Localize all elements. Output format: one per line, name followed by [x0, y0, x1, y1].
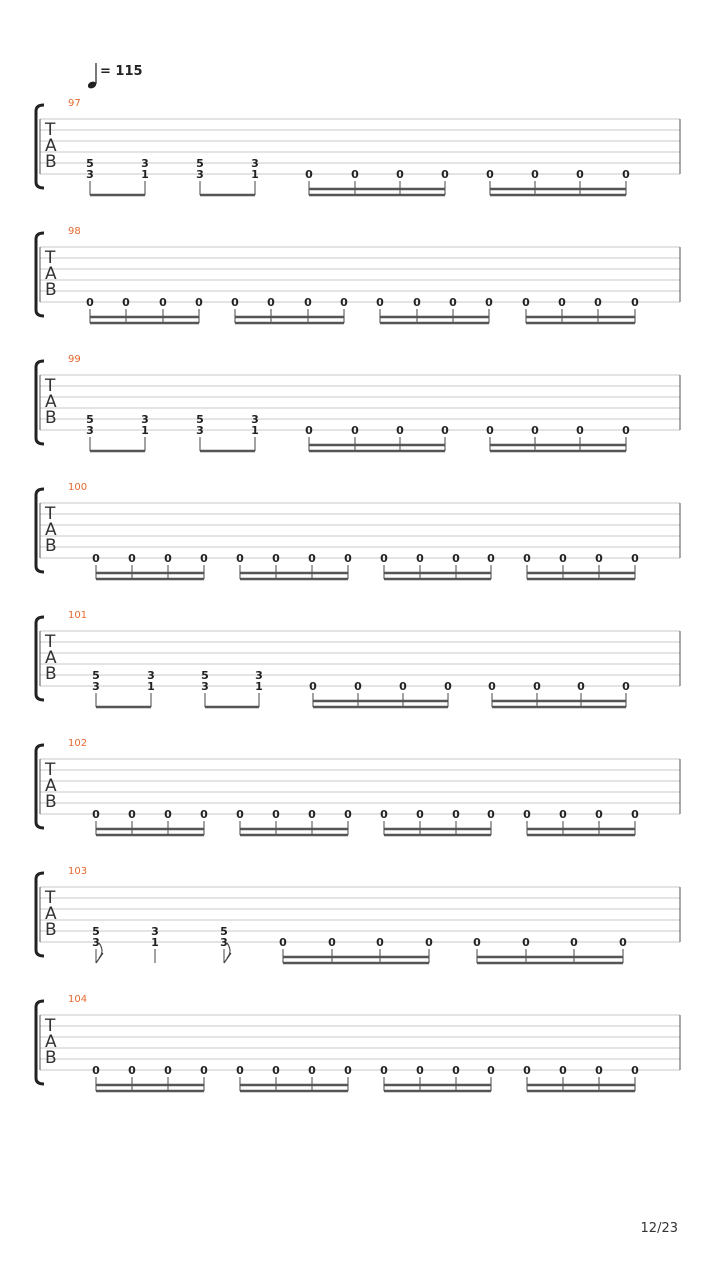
- fret-number: 0: [236, 808, 244, 821]
- fret-number: 0: [558, 296, 566, 309]
- fret-number: 1: [141, 168, 149, 181]
- fret-number: 0: [452, 1064, 460, 1077]
- fret-number: 0: [559, 552, 567, 565]
- fret-number: 5: [86, 413, 94, 426]
- fret-number: 0: [559, 808, 567, 821]
- fret-number: 0: [595, 1064, 603, 1077]
- bar-number: 100: [68, 482, 88, 493]
- fret-number: 0: [279, 936, 287, 949]
- tab-clef-letter: T: [45, 248, 56, 268]
- fret-number: 0: [622, 168, 630, 181]
- fret-number: 0: [272, 808, 280, 821]
- fret-number: 0: [305, 424, 313, 437]
- fret-number: 3: [196, 424, 204, 437]
- fret-number: 1: [251, 168, 259, 181]
- fret-number: 0: [631, 296, 639, 309]
- fret-number: 0: [576, 424, 584, 437]
- fret-number: 0: [486, 424, 494, 437]
- fret-number: 3: [141, 413, 149, 426]
- tab-clef-letter: B: [45, 280, 57, 300]
- fret-number: 0: [486, 168, 494, 181]
- fret-number: 0: [399, 680, 407, 693]
- fret-number: 0: [92, 1064, 100, 1077]
- fret-number: 0: [416, 1064, 424, 1077]
- fret-number: 0: [200, 1064, 208, 1077]
- tempo-marking: [87, 63, 143, 90]
- bar-number: 102: [68, 738, 88, 749]
- fret-number: 0: [487, 1064, 495, 1077]
- fret-number: 0: [380, 808, 388, 821]
- fret-number: 0: [92, 808, 100, 821]
- fret-number: 3: [92, 936, 100, 949]
- tab-clef-letter: A: [45, 264, 57, 284]
- fret-number: 0: [594, 296, 602, 309]
- bar-number: 103: [68, 866, 88, 877]
- fret-number: 0: [487, 552, 495, 565]
- fret-number: 0: [488, 680, 496, 693]
- fret-number: 0: [236, 552, 244, 565]
- fret-number: 0: [164, 808, 172, 821]
- fret-number: 0: [354, 680, 362, 693]
- tab-clef-letter: T: [45, 120, 56, 140]
- fret-number: 0: [267, 296, 275, 309]
- fret-number: 0: [449, 296, 457, 309]
- fret-number: 0: [376, 296, 384, 309]
- fret-number: 0: [396, 168, 404, 181]
- fret-number: 5: [220, 925, 228, 938]
- fret-number: 0: [159, 296, 167, 309]
- bar-number: 101: [68, 610, 88, 621]
- fret-number: 0: [351, 168, 359, 181]
- fret-number: 1: [251, 424, 259, 437]
- fret-number: 0: [441, 424, 449, 437]
- fret-number: 0: [344, 552, 352, 565]
- fret-number: 0: [441, 168, 449, 181]
- tempo-value: = 115: [100, 64, 143, 79]
- tab-system: [36, 610, 680, 707]
- fret-number: 0: [595, 808, 603, 821]
- page-number: 12/23: [640, 1221, 678, 1236]
- fret-number: 0: [122, 296, 130, 309]
- fret-number: 0: [92, 552, 100, 565]
- fret-number: 0: [308, 552, 316, 565]
- fret-number: 3: [92, 680, 100, 693]
- fret-number: 1: [151, 936, 159, 949]
- fret-number: 0: [272, 1064, 280, 1077]
- fret-number: 0: [128, 808, 136, 821]
- fret-number: 0: [308, 1064, 316, 1077]
- fret-number: 0: [577, 680, 585, 693]
- tab-clef-letter: T: [45, 504, 56, 524]
- fret-number: 5: [196, 413, 204, 426]
- fret-number: 3: [251, 413, 259, 426]
- fret-number: 0: [272, 552, 280, 565]
- fret-number: 3: [201, 680, 209, 693]
- fret-number: 0: [522, 296, 530, 309]
- fret-number: 0: [376, 936, 384, 949]
- fret-number: 0: [570, 936, 578, 949]
- fret-number: 0: [164, 1064, 172, 1077]
- fret-number: 0: [396, 424, 404, 437]
- note-flag: [96, 953, 103, 963]
- fret-number: 0: [351, 424, 359, 437]
- tab-clef-letter: T: [45, 376, 56, 396]
- tab-system: [36, 866, 680, 963]
- fret-number: 0: [380, 1064, 388, 1077]
- tab-clef-letter: A: [45, 392, 57, 412]
- fret-number: 0: [308, 808, 316, 821]
- fret-number: 1: [147, 680, 155, 693]
- tab-clef-letter: A: [45, 136, 57, 156]
- fret-number: 0: [473, 936, 481, 949]
- fret-number: 0: [523, 552, 531, 565]
- fret-number: 0: [631, 552, 639, 565]
- tab-clef-letter: B: [45, 152, 57, 172]
- fret-number: 0: [304, 296, 312, 309]
- tab-clef-letter: A: [45, 520, 57, 540]
- fret-number: 0: [200, 552, 208, 565]
- tab-clef-letter: T: [45, 760, 56, 780]
- fret-number: 5: [92, 925, 100, 938]
- fret-number: 0: [452, 808, 460, 821]
- tab-clef-letter: T: [45, 888, 56, 908]
- fret-number: 0: [523, 808, 531, 821]
- tab-clef-letter: B: [45, 664, 57, 684]
- tab-system: [36, 98, 680, 195]
- fret-number: 5: [201, 669, 209, 682]
- fret-number: 0: [522, 936, 530, 949]
- fret-number: 5: [86, 157, 94, 170]
- fret-number: 0: [631, 808, 639, 821]
- note-flag: [224, 953, 231, 963]
- fret-number: 3: [255, 669, 263, 682]
- tab-clef-letter: T: [45, 632, 56, 652]
- tab-clef-letter: B: [45, 792, 57, 812]
- tab-system: [36, 482, 680, 579]
- fret-number: 0: [576, 168, 584, 181]
- fret-number: 0: [344, 1064, 352, 1077]
- fret-number: 0: [328, 936, 336, 949]
- tab-clef-letter: B: [45, 408, 57, 428]
- fret-number: 3: [220, 936, 228, 949]
- fret-number: 1: [141, 424, 149, 437]
- fret-number: 3: [151, 925, 159, 938]
- tab-clef-letter: B: [45, 920, 57, 940]
- fret-number: 3: [147, 669, 155, 682]
- tab-clef-letter: A: [45, 1032, 57, 1052]
- bar-number: 98: [68, 226, 81, 237]
- fret-number: 0: [195, 296, 203, 309]
- fret-number: 0: [416, 552, 424, 565]
- fret-number: 0: [309, 680, 317, 693]
- fret-number: 0: [595, 552, 603, 565]
- bar-number: 99: [68, 354, 81, 365]
- tab-system: [36, 738, 680, 835]
- tab-clef-letter: T: [45, 1016, 56, 1036]
- fret-number: 0: [128, 1064, 136, 1077]
- fret-number: 0: [231, 296, 239, 309]
- tab-system: [36, 994, 680, 1091]
- tab-clef-letter: B: [45, 1048, 57, 1068]
- fret-number: 0: [416, 808, 424, 821]
- fret-number: 0: [533, 680, 541, 693]
- fret-number: 0: [619, 936, 627, 949]
- fret-number: 0: [487, 808, 495, 821]
- fret-number: 0: [340, 296, 348, 309]
- tab-clef-letter: A: [45, 776, 57, 796]
- bar-number: 104: [68, 994, 88, 1005]
- fret-number: 1: [255, 680, 263, 693]
- fret-number: 0: [531, 424, 539, 437]
- fret-number: 0: [128, 552, 136, 565]
- fret-number: 3: [141, 157, 149, 170]
- fret-number: 0: [523, 1064, 531, 1077]
- fret-number: 0: [444, 680, 452, 693]
- fret-number: 0: [559, 1064, 567, 1077]
- fret-number: 0: [631, 1064, 639, 1077]
- fret-number: 3: [251, 157, 259, 170]
- fret-number: 3: [86, 168, 94, 181]
- fret-number: 0: [200, 808, 208, 821]
- fret-number: 0: [236, 1064, 244, 1077]
- fret-number: 3: [196, 168, 204, 181]
- tab-system: [36, 354, 680, 451]
- tab-clef-letter: A: [45, 648, 57, 668]
- fret-number: 5: [92, 669, 100, 682]
- fret-number: 0: [413, 296, 421, 309]
- fret-number: 0: [425, 936, 433, 949]
- bar-number: 97: [68, 98, 81, 109]
- fret-number: 5: [196, 157, 204, 170]
- fret-number: 0: [305, 168, 313, 181]
- tab-system: [36, 226, 680, 323]
- fret-number: 0: [344, 808, 352, 821]
- fret-number: 0: [531, 168, 539, 181]
- fret-number: 0: [86, 296, 94, 309]
- tab-clef-letter: A: [45, 904, 57, 924]
- fret-number: 0: [164, 552, 172, 565]
- tab-clef-letter: B: [45, 536, 57, 556]
- fret-number: 0: [380, 552, 388, 565]
- fret-number: 0: [622, 680, 630, 693]
- fret-number: 0: [452, 552, 460, 565]
- fret-number: 0: [622, 424, 630, 437]
- fret-number: 0: [485, 296, 493, 309]
- fret-number: 3: [86, 424, 94, 437]
